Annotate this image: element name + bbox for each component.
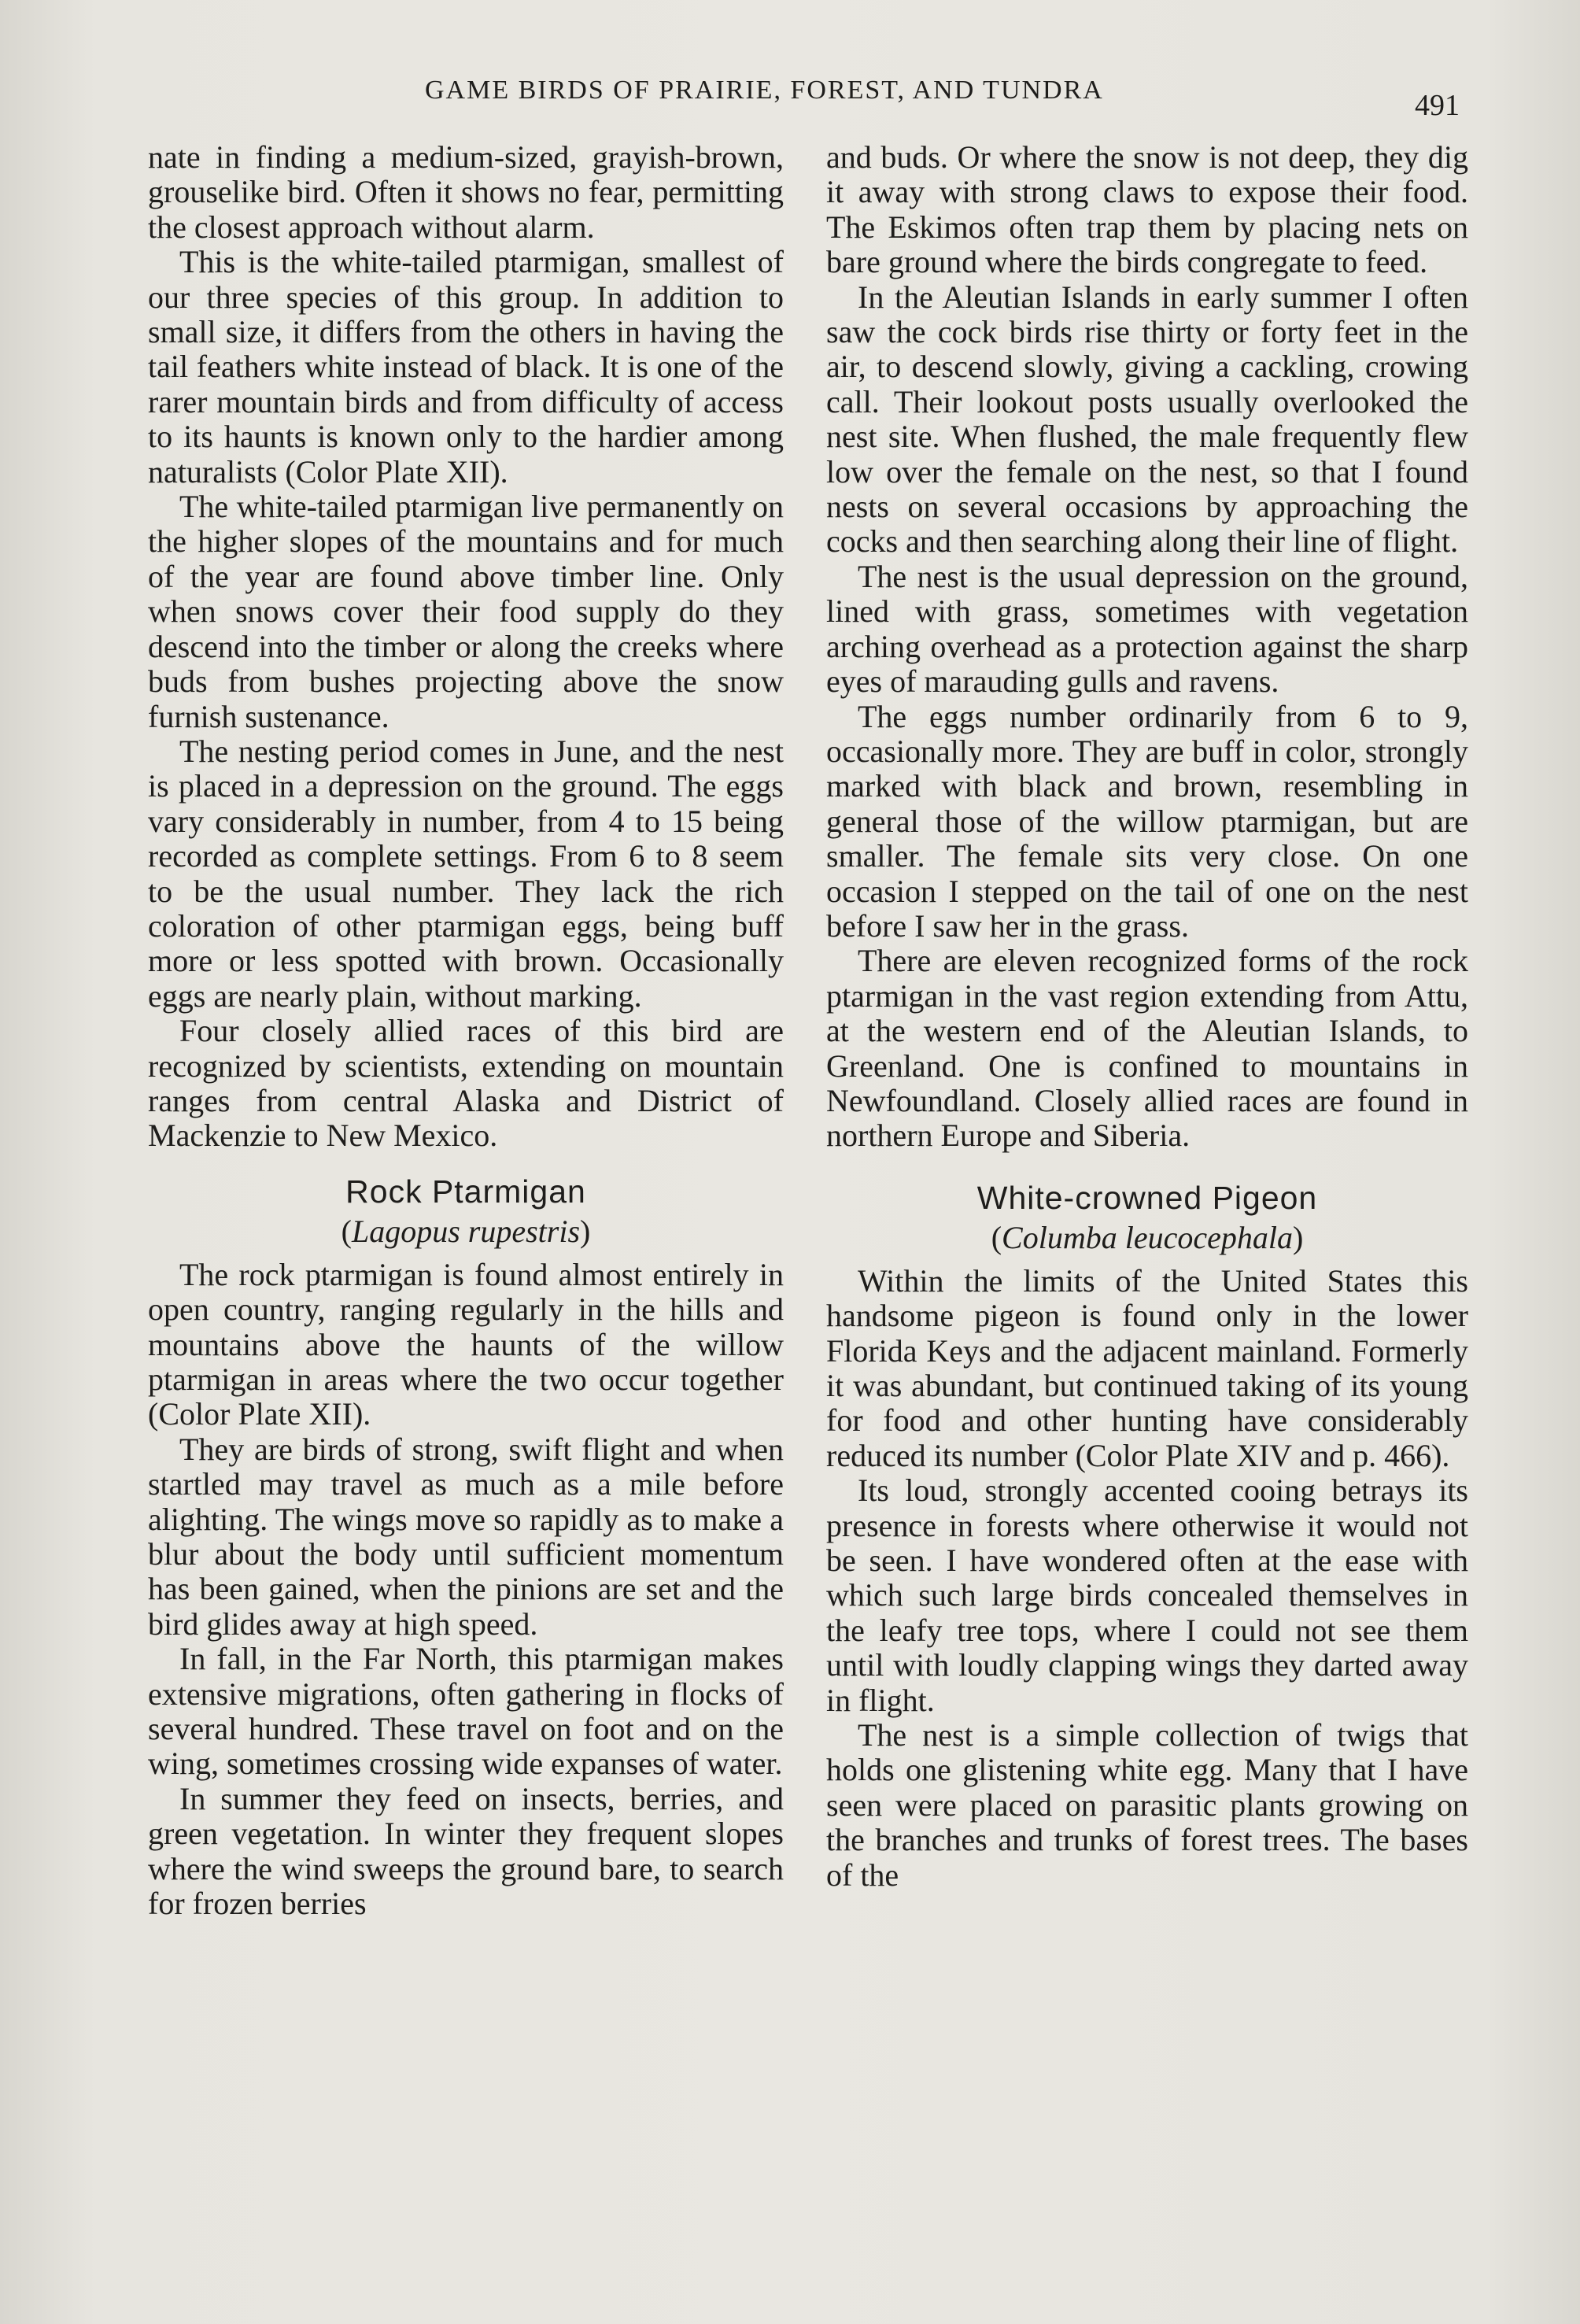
paragraph: In summer they feed on insects, berries, and green vegetation. In winter they frequent slopes where the wind sweeps the ground bare, to search for frozen berries xyxy=(148,1780,784,1922)
species-heading-white-crowned-pigeon xyxy=(826,1177,1468,1258)
running-head: GAME BIRDS OF PRAIRIE, FOREST, AND TUNDRA xyxy=(425,76,1104,105)
paragraph: The nesting period comes in June, and the nest is placed in a depression on the ground. The eggs vary considerably in number, from 4 to 15 being recorded as complete settings. From 6 to 8 seem to be the usual number. They lack the rich coloration of other ptarmigan eggs, being buff more or less spotted with brown. Occasionally eggs are nearly plain, without marking. xyxy=(148,733,784,1014)
paragraph: This is the white-tailed ptarmigan, smallest of our three species of this group. In addition to small size, it differs from the others in having the tail feathers white instead of black. It is one of the rarer mountain birds and from difficulty of access to its haunts is known only to the hardier among naturalists (Color Plate XII). xyxy=(148,244,784,490)
paragraph: There are eleven recognized forms of the rock ptarmigan in the vast region extending from Attu, at the western end of the Aleutian Islands, to Greenland. One is confined to mountains in Newfoundland. Closely allied races are found in northern Europe and Siberia. xyxy=(826,943,1468,1154)
paragraph: In the Aleutian Islands in early summer I often saw the cock birds rise thirty or forty feet in the air, to descend slowly, giving a cackling, crowing call. Their lookout posts usually overlooked the nest site. When flushed, the male frequently flew low over the female on the nest, so that I found nests on several occasions by approaching the cocks and then searching along their line of flight. xyxy=(826,279,1468,560)
paragraph: Its loud, strongly accented cooing betrays its presence in forests where otherwise it would not be seen. I have wondered often at the ease with which such large birds concealed themselves in the leafy tree tops, where I could not see them until with loudly clapping wings they darted away in flight. xyxy=(826,1472,1468,1718)
paragraph: Four closely allied races of this bird are recognized by scientists, extending on mountain ranges from central Alaska and District of Mackenzie to New Mexico. xyxy=(148,1013,784,1154)
species-scientific-name: (Lagopus rupestris) xyxy=(341,1213,591,1249)
left-column xyxy=(148,140,784,1922)
right-column xyxy=(826,140,1468,1893)
paragraph: They are birds of strong, swift flight and when startled may travel as much as a mile before alighting. The wings move so rapidly as to make a blur about the body until sufficient momentum has been gained, when the pinions are set and the bird glides away at high speed. xyxy=(148,1431,784,1642)
paragraph: The rock ptarmigan is found almost entirely in open country, ranging regularly in the hills and mountains above the haunts of the willow ptarmigan in areas where the two occur together (Color Plate XII). xyxy=(148,1256,784,1432)
paragraph: The nest is the usual depression on the ground, lined with grass, sometimes with vegetation arching overhead as a protection against the sharp eyes of marauding gulls and ravens. xyxy=(826,558,1468,700)
paragraph: In fall, in the Far North, this ptarmigan makes extensive migrations, often gathering in flocks of several hundred. These travel on foot and on the wing, sometimes crossing wide expanses of water. xyxy=(148,1641,784,1782)
species-heading-rock-ptarmigan xyxy=(148,1171,784,1251)
paragraph: nate in finding a medium-sized, grayish-brown, grouselike bird. Often it shows no fear, permitting the closest approach without alarm. xyxy=(148,139,784,245)
species-common-name: Rock Ptarmigan xyxy=(345,1173,586,1210)
paragraph: Within the limits of the United States this handsome pigeon is found only in the lower Florida Keys and the adjacent mainland. Formerly it was abundant, but continued taking of its young for food and other hunting have considerably reduced its number (Color Plate XIV and p. 466). xyxy=(826,1262,1468,1473)
species-scientific-name: (Columba leucocephala) xyxy=(991,1219,1304,1255)
species-common-name: White-crowned Pigeon xyxy=(976,1179,1318,1216)
paragraph: The eggs number ordinarily from 6 to 9, occasionally more. They are buff in color, strongly marked with black and brown, resembling in general those of the willow ptarmigan, but are smaller. The female sits very close. On one occasion I stepped on the tail of one on the nest before I saw her in the grass. xyxy=(826,698,1468,944)
paragraph: The white-tailed ptarmigan live permanently on the higher slopes of the mountains and for much of the year are found above timber line. Only when snows cover their food supply do they descend into the timber or along the creeks where buds from bushes projecting above the snow furnish sustenance. xyxy=(148,489,784,734)
paragraph: The nest is a simple collection of twigs that holds one glistening white egg. Many that I have seen were placed on parasitic plants growing on the branches and trunks of forest trees. The bases of the xyxy=(826,1717,1468,1893)
page-number: 491 xyxy=(1415,89,1460,122)
paragraph: and buds. Or where the snow is not deep, they dig it away with strong claws to expose their food. The Eskimos often trap them by placing nets on bare ground where the birds congregate to feed. xyxy=(826,139,1468,280)
